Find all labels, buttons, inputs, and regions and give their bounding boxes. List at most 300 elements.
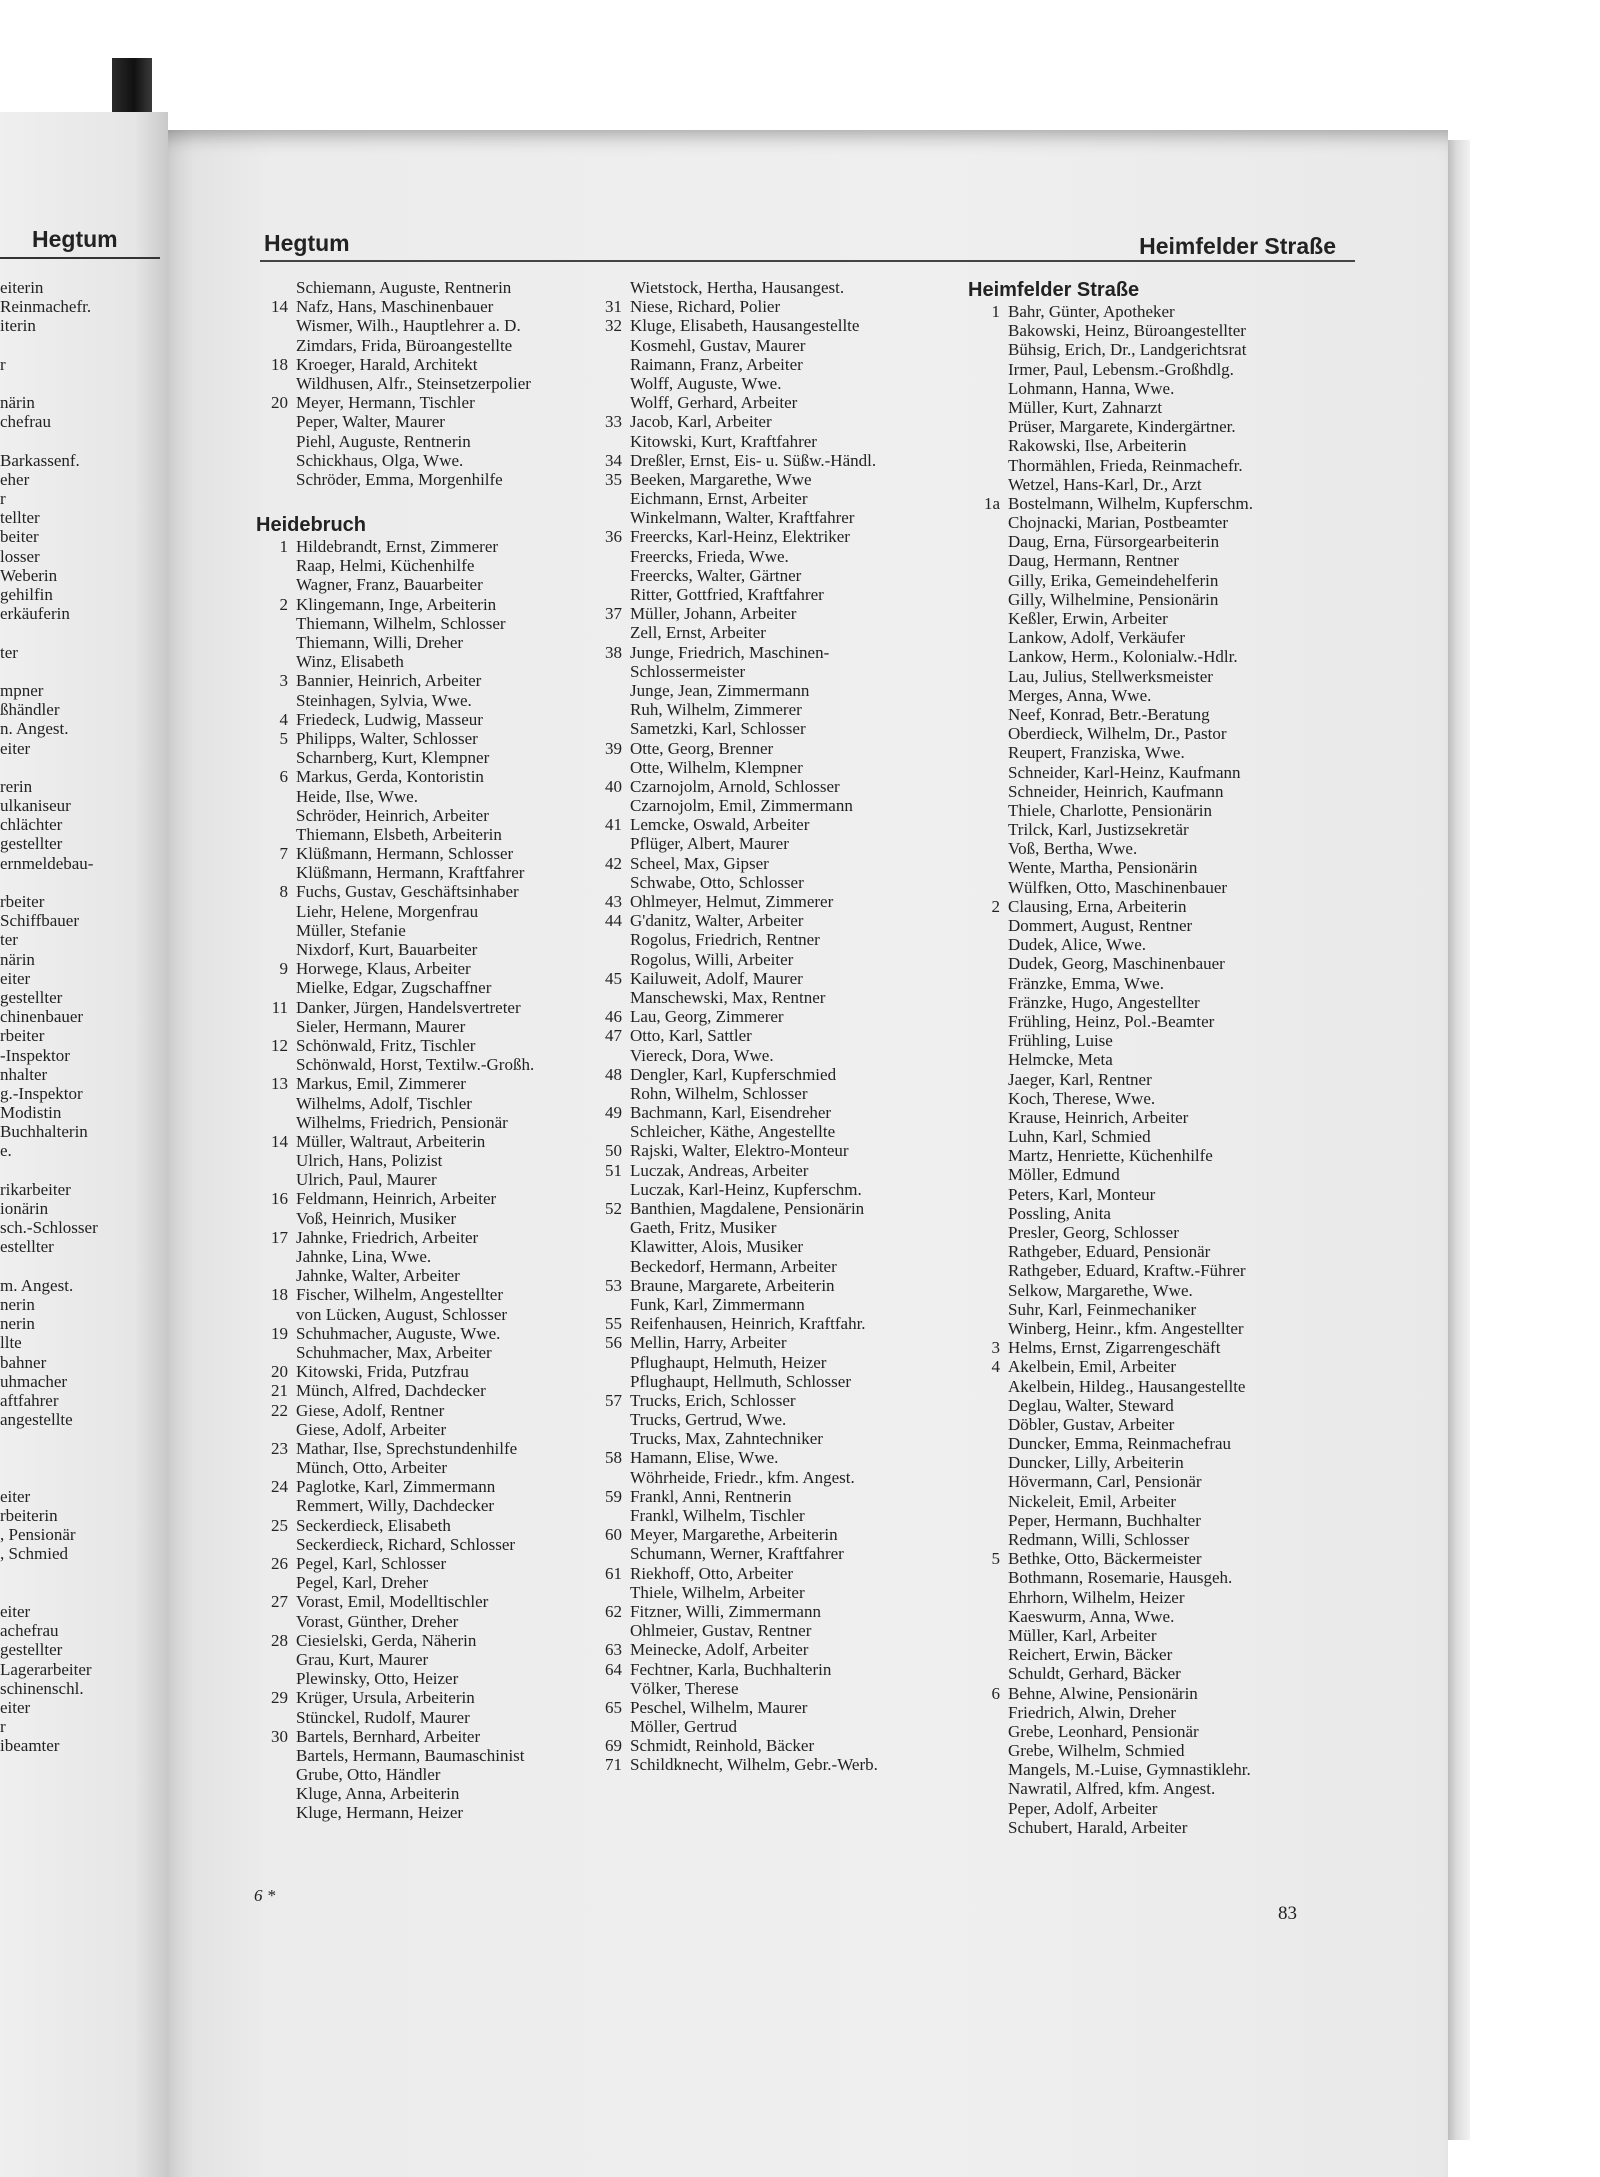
directory-entry bbox=[256, 556, 596, 575]
directory-entry bbox=[968, 1818, 1333, 1837]
house-number bbox=[256, 652, 296, 671]
resident-entry: Schiemann, Auguste, Rentnerin bbox=[296, 278, 512, 297]
directory-entry bbox=[968, 724, 1333, 743]
resident-entry: Möller, Edmund bbox=[1008, 1165, 1120, 1185]
directory-entry bbox=[968, 494, 1333, 513]
directory-entry bbox=[256, 1803, 596, 1822]
house-number bbox=[590, 796, 630, 815]
left-page-line: Buchhalterin bbox=[0, 1122, 88, 1142]
resident-entry: Ehrhorn, Wilhelm, Heizer bbox=[1008, 1587, 1185, 1607]
house-number: 4 bbox=[279, 709, 288, 729]
house-number bbox=[968, 916, 1008, 935]
resident-entry: Junge, Jean, Zimmermann bbox=[630, 680, 810, 700]
left-page bbox=[0, 112, 168, 2177]
resident-entry: Wilhelms, Friedrich, Pensionär bbox=[296, 1112, 508, 1132]
resident-entry: Bahr, Günter, Apotheker bbox=[1008, 302, 1175, 321]
house-number: 56 bbox=[605, 1333, 622, 1353]
directory-entry bbox=[590, 1640, 940, 1659]
house-number bbox=[590, 1468, 630, 1487]
house-number bbox=[968, 456, 1008, 475]
house-number bbox=[968, 1300, 1008, 1319]
house-number bbox=[256, 940, 296, 959]
directory-entry bbox=[968, 1108, 1333, 1127]
directory-entry bbox=[968, 954, 1333, 973]
directory-entry bbox=[590, 1755, 940, 1774]
directory-entry bbox=[590, 1237, 940, 1256]
house-number bbox=[590, 1295, 630, 1314]
house-number: 1 bbox=[279, 537, 288, 557]
resident-entry: Schuhmacher, Max, Arbeiter bbox=[296, 1342, 492, 1362]
directory-entry bbox=[968, 1779, 1333, 1798]
directory-entry bbox=[590, 1564, 940, 1583]
resident-entry: Ruh, Wilhelm, Zimmerer bbox=[630, 700, 802, 720]
house-number: 28 bbox=[271, 1630, 288, 1650]
house-number bbox=[968, 1741, 1008, 1760]
resident-entry: Piehl, Auguste, Rentnerin bbox=[296, 431, 471, 451]
house-number bbox=[968, 532, 1008, 551]
directory-entry bbox=[968, 379, 1333, 398]
directory-entry bbox=[590, 1007, 940, 1026]
directory-entry bbox=[968, 1396, 1333, 1415]
resident-entry: Hamann, Elise, Wwe. bbox=[630, 1448, 779, 1468]
house-number bbox=[590, 585, 630, 604]
house-number bbox=[968, 1146, 1008, 1165]
directory-entry bbox=[256, 1170, 596, 1189]
house-number: 47 bbox=[605, 1026, 622, 1046]
resident-entry: Wagner, Franz, Bauarbeiter bbox=[296, 575, 483, 595]
left-page-line: eiter bbox=[0, 1697, 31, 1717]
left-page-line: rbeiterin bbox=[0, 1506, 58, 1525]
house-number bbox=[968, 1588, 1008, 1607]
directory-entry bbox=[256, 374, 596, 393]
house-number: 1 bbox=[991, 302, 1000, 321]
directory-entry bbox=[968, 1588, 1333, 1607]
left-page-line: r bbox=[0, 1717, 6, 1737]
house-number: 59 bbox=[605, 1486, 622, 1506]
resident-entry: Riekhoff, Otto, Arbeiter bbox=[630, 1563, 794, 1583]
directory-entry bbox=[256, 1573, 596, 1592]
house-number bbox=[590, 1218, 630, 1237]
resident-entry: Daug, Hermann, Rentner bbox=[1008, 551, 1179, 571]
left-page-line: llte bbox=[0, 1333, 22, 1353]
resident-entry: Kosmehl, Gustav, Maurer bbox=[630, 335, 806, 355]
directory-entry bbox=[968, 1012, 1333, 1031]
resident-entry: Keßler, Erwin, Arbeiter bbox=[1008, 609, 1168, 628]
resident-entry: Friedrich, Alwin, Dreher bbox=[1008, 1702, 1177, 1722]
resident-entry: Rohn, Wilhelm, Schlosser bbox=[630, 1083, 808, 1103]
house-number: 19 bbox=[271, 1323, 288, 1343]
resident-entry: von Lücken, August, Schlosser bbox=[296, 1304, 508, 1324]
directory-entry bbox=[256, 595, 596, 614]
resident-entry: Trucks, Gertrud, Wwe. bbox=[630, 1410, 787, 1430]
directory-entry bbox=[968, 858, 1333, 877]
directory-entry bbox=[256, 1784, 596, 1803]
house-number bbox=[968, 1799, 1008, 1818]
resident-entry: Stünckel, Rudolf, Maurer bbox=[296, 1707, 470, 1727]
directory-entry bbox=[590, 1468, 940, 1487]
house-number bbox=[256, 316, 296, 335]
house-number bbox=[590, 489, 630, 508]
directory-entry bbox=[256, 336, 596, 355]
house-number: 33 bbox=[605, 412, 622, 432]
resident-entry: Krüger, Ursula, Arbeiterin bbox=[296, 1688, 475, 1708]
directory-entry bbox=[590, 1141, 940, 1160]
directory-entry bbox=[256, 316, 596, 335]
resident-entry: Bethke, Otto, Bäckermeister bbox=[1008, 1549, 1202, 1569]
directory-entry bbox=[968, 1568, 1333, 1587]
resident-entry: Mangels, M.-Luise, Gymnastiklehr. bbox=[1008, 1760, 1251, 1780]
house-number bbox=[256, 614, 296, 633]
house-number bbox=[256, 1612, 296, 1631]
resident-entry: Schröder, Heinrich, Arbeiter bbox=[296, 805, 489, 825]
left-page-line: mpner bbox=[0, 680, 44, 700]
directory-entry bbox=[590, 470, 940, 489]
directory-entry bbox=[590, 815, 940, 834]
resident-entry: Fuchs, Gustav, Geschäftsinhaber bbox=[296, 882, 519, 902]
resident-entry: Schuhmacher, Auguste, Wwe. bbox=[296, 1323, 501, 1343]
left-page-line: eher bbox=[0, 469, 30, 489]
directory-entry bbox=[968, 1453, 1333, 1472]
resident-entry: Bothmann, Rosemarie, Hausgeh. bbox=[1008, 1568, 1233, 1588]
house-number: 12 bbox=[271, 1035, 288, 1055]
resident-entry: Lemcke, Oswald, Arbeiter bbox=[630, 815, 810, 835]
house-number bbox=[590, 508, 630, 527]
directory-entry bbox=[590, 1218, 940, 1237]
left-page-line: Barkassenf. bbox=[0, 450, 80, 470]
house-number bbox=[968, 1453, 1008, 1472]
directory-entry bbox=[590, 1333, 940, 1352]
page-header-right: Heimfelder Straße bbox=[1139, 233, 1336, 259]
directory-entry bbox=[590, 508, 940, 527]
resident-entry: Kroeger, Harald, Architekt bbox=[296, 354, 478, 374]
house-number bbox=[968, 379, 1008, 398]
resident-entry: Fränzke, Hugo, Angestellter bbox=[1008, 992, 1200, 1012]
left-page-line: -Inspektor bbox=[0, 1045, 70, 1065]
directory-entry bbox=[590, 719, 940, 738]
house-number: 14 bbox=[271, 297, 288, 317]
house-number bbox=[968, 1760, 1008, 1779]
house-number: 45 bbox=[605, 968, 622, 988]
directory-entry bbox=[256, 1688, 596, 1707]
house-number bbox=[968, 1377, 1008, 1396]
directory-entry bbox=[590, 374, 940, 393]
house-number bbox=[256, 1650, 296, 1669]
resident-entry: Rogolus, Willi, Arbeiter bbox=[630, 949, 794, 969]
house-number bbox=[590, 1583, 630, 1602]
left-page-line: Reinmachefr. bbox=[0, 297, 92, 317]
resident-entry: Plewinsky, Otto, Heizer bbox=[296, 1669, 459, 1689]
directory-entry bbox=[590, 892, 940, 911]
house-number bbox=[968, 1434, 1008, 1453]
left-page-line: estellter bbox=[0, 1237, 54, 1257]
house-number: 3 bbox=[991, 1338, 1000, 1358]
resident-entry: Bannier, Heinrich, Arbeiter bbox=[296, 671, 482, 691]
house-number bbox=[256, 1151, 296, 1170]
left-page-line: aftfahrer bbox=[0, 1390, 59, 1410]
resident-entry: Mielke, Edgar, Zugschaffner bbox=[296, 978, 492, 998]
left-page-line: eiter bbox=[0, 1486, 31, 1506]
resident-entry: Schmidt, Reinhold, Bäcker bbox=[630, 1736, 815, 1756]
directory-entry bbox=[590, 1583, 940, 1602]
directory-entry bbox=[590, 796, 940, 815]
left-page-line: angestellte bbox=[0, 1410, 73, 1430]
house-number bbox=[968, 1779, 1008, 1798]
resident-entry: Pflughaupt, Helmuth, Heizer bbox=[630, 1352, 827, 1372]
left-page-line: eiter bbox=[0, 1601, 31, 1621]
resident-entry: Lohmann, Hanna, Wwe. bbox=[1008, 378, 1175, 398]
house-number bbox=[590, 1372, 630, 1391]
directory-entry bbox=[256, 1496, 596, 1515]
resident-entry: Pegel, Karl, Dreher bbox=[296, 1573, 429, 1593]
left-page-line bbox=[0, 1448, 165, 1467]
house-number: 60 bbox=[605, 1525, 622, 1545]
directory-entry bbox=[968, 1684, 1333, 1703]
house-number bbox=[968, 1722, 1008, 1741]
resident-entry: Döbler, Gustav, Arbeiter bbox=[1008, 1414, 1175, 1434]
resident-entry: Gaeth, Fritz, Musiker bbox=[630, 1218, 777, 1238]
directory-entry bbox=[968, 398, 1333, 417]
house-number bbox=[256, 1094, 296, 1113]
resident-entry: Luhn, Karl, Schmied bbox=[1008, 1127, 1151, 1147]
resident-entry: Wolff, Gerhard, Arbeiter bbox=[630, 393, 798, 413]
house-number bbox=[590, 700, 630, 719]
house-number: 40 bbox=[605, 776, 622, 796]
directory-entry bbox=[968, 1089, 1333, 1108]
resident-entry: Viereck, Dora, Wwe. bbox=[630, 1045, 774, 1065]
left-page-line: rbeiter bbox=[0, 1026, 45, 1046]
directory-entry bbox=[590, 355, 940, 374]
directory-entry bbox=[968, 647, 1333, 666]
page-number: 83 bbox=[1278, 1903, 1297, 1924]
directory-entry bbox=[590, 623, 940, 642]
resident-entry: G'danitz, Walter, Arbeiter bbox=[630, 911, 804, 931]
house-number bbox=[968, 935, 1008, 954]
resident-entry: Luczak, Andreas, Arbeiter bbox=[630, 1160, 809, 1180]
left-page-line: gestellter bbox=[0, 987, 63, 1007]
resident-entry: Nawratil, Alfred, kfm. Angest. bbox=[1008, 1779, 1216, 1799]
house-number bbox=[968, 609, 1008, 628]
house-number bbox=[968, 475, 1008, 494]
resident-entry: Krause, Heinrich, Arbeiter bbox=[1008, 1107, 1189, 1127]
directory-entry bbox=[968, 974, 1333, 993]
directory-entry bbox=[968, 532, 1333, 551]
directory-entry bbox=[968, 1434, 1333, 1453]
directory-entry bbox=[256, 412, 596, 431]
house-number bbox=[590, 988, 630, 1007]
directory-entry bbox=[256, 1247, 596, 1266]
directory-entry bbox=[968, 571, 1333, 590]
directory-entry bbox=[968, 1703, 1333, 1722]
house-number bbox=[590, 1621, 630, 1640]
directory-entry bbox=[256, 1228, 596, 1247]
directory-entry bbox=[590, 336, 940, 355]
directory-entry bbox=[256, 787, 596, 806]
left-page-line: tellter bbox=[0, 508, 40, 528]
street-heading: Heimfelder Straße bbox=[968, 279, 1140, 301]
directory-entry bbox=[590, 1544, 940, 1563]
house-number bbox=[968, 1242, 1008, 1261]
resident-entry: Thiele, Charlotte, Pensionärin bbox=[1008, 800, 1212, 820]
left-page-line: gehilfin bbox=[0, 585, 53, 604]
house-number: 58 bbox=[605, 1448, 622, 1468]
resident-entry: Reupert, Franziska, Wwe. bbox=[1008, 743, 1185, 763]
resident-entry: Müller, Karl, Arbeiter bbox=[1008, 1625, 1157, 1645]
directory-entry bbox=[590, 834, 940, 853]
house-number bbox=[590, 393, 630, 412]
house-number bbox=[256, 1765, 296, 1784]
house-number bbox=[256, 451, 296, 470]
directory-entry bbox=[968, 321, 1333, 340]
house-number bbox=[968, 839, 1008, 858]
resident-entry: Rakowski, Ilse, Arbeiterin bbox=[1008, 436, 1187, 456]
resident-entry: Scharnberg, Kurt, Klempner bbox=[296, 748, 490, 768]
directory-entry bbox=[590, 1660, 940, 1679]
house-number bbox=[968, 1165, 1008, 1184]
house-number bbox=[590, 1084, 630, 1103]
resident-entry: Rajski, Walter, Elektro-Monteur bbox=[630, 1141, 849, 1161]
resident-entry: Seckerdieck, Elisabeth bbox=[296, 1515, 451, 1535]
resident-entry: Akelbein, Emil, Arbeiter bbox=[1008, 1357, 1177, 1377]
directory-entry bbox=[590, 393, 940, 412]
house-number: 61 bbox=[605, 1563, 622, 1583]
house-number bbox=[590, 1180, 630, 1199]
resident-entry: Peper, Hermann, Buchhalter bbox=[1008, 1510, 1201, 1530]
directory-entry bbox=[256, 1516, 596, 1535]
house-number bbox=[968, 705, 1008, 724]
resident-entry: Rathgeber, Eduard, Pensionär bbox=[1008, 1242, 1211, 1262]
resident-entry: Manschewski, Max, Rentner bbox=[630, 987, 826, 1007]
house-number bbox=[968, 321, 1008, 340]
left-page-line: bahner bbox=[0, 1352, 47, 1372]
resident-entry: Rogolus, Friedrich, Rentner bbox=[630, 930, 820, 950]
resident-entry: Lankow, Adolf, Verkäufer bbox=[1008, 628, 1186, 648]
left-page-line: rbeiter bbox=[0, 892, 45, 911]
resident-entry: Czarnojolm, Emil, Zimmermann bbox=[630, 796, 853, 816]
resident-entry: Hövermann, Carl, Pensionär bbox=[1008, 1472, 1202, 1492]
resident-entry: Jaeger, Karl, Rentner bbox=[1008, 1069, 1152, 1089]
resident-entry: Ulrich, Paul, Maurer bbox=[296, 1170, 437, 1190]
house-number bbox=[256, 1746, 296, 1765]
resident-entry: Feldmann, Heinrich, Arbeiter bbox=[296, 1189, 497, 1209]
house-number bbox=[968, 1645, 1008, 1664]
left-page-line: schinenschl. bbox=[0, 1678, 84, 1698]
house-number: 27 bbox=[271, 1592, 288, 1612]
left-page-line: nerin bbox=[0, 1294, 35, 1314]
house-number bbox=[256, 787, 296, 806]
directory-entry bbox=[590, 1199, 940, 1218]
directory-entry bbox=[256, 1285, 596, 1304]
resident-entry: Schumann, Werner, Kraftfahrer bbox=[630, 1544, 844, 1564]
directory-entry bbox=[590, 1314, 940, 1333]
directory-entry bbox=[256, 1727, 596, 1746]
left-page-line: nerin bbox=[0, 1314, 35, 1334]
resident-entry: Horwege, Klaus, Arbeiter bbox=[296, 959, 471, 979]
directory-entry bbox=[968, 1281, 1333, 1300]
resident-entry: Behne, Alwine, Pensionärin bbox=[1008, 1683, 1198, 1703]
house-number bbox=[968, 801, 1008, 820]
resident-entry: Frühling, Heinz, Pol.-Beamter bbox=[1008, 1011, 1215, 1031]
directory-column-3 bbox=[968, 278, 1333, 1837]
left-page-line: losser bbox=[0, 546, 40, 566]
house-number bbox=[256, 1803, 296, 1822]
resident-entry: Redmann, Willi, Schlosser bbox=[1008, 1530, 1190, 1549]
directory-entry bbox=[256, 1439, 596, 1458]
house-number: 31 bbox=[605, 297, 622, 317]
directory-entry bbox=[968, 705, 1333, 724]
resident-entry: Gilly, Wilhelmine, Pensionärin bbox=[1008, 589, 1219, 609]
house-number bbox=[968, 724, 1008, 743]
left-page-line: ßhändler bbox=[0, 700, 60, 720]
directory-entry bbox=[256, 537, 596, 556]
house-number bbox=[590, 930, 630, 949]
directory-entry bbox=[968, 1492, 1333, 1511]
directory-entry bbox=[590, 1026, 940, 1045]
left-page-line: eiter bbox=[0, 968, 31, 988]
directory-entry bbox=[968, 340, 1333, 359]
directory-entry bbox=[590, 412, 940, 431]
directory-entry bbox=[256, 671, 596, 690]
house-number bbox=[590, 355, 630, 374]
directory-entry bbox=[968, 878, 1333, 897]
directory-entry bbox=[590, 1161, 940, 1180]
directory-entry bbox=[256, 1113, 596, 1132]
house-number bbox=[256, 1458, 296, 1477]
left-page-line: beiter bbox=[0, 527, 39, 547]
house-number bbox=[256, 978, 296, 997]
directory-entry bbox=[590, 854, 940, 873]
house-number bbox=[590, 1717, 630, 1736]
resident-entry: Sieler, Hermann, Maurer bbox=[296, 1016, 466, 1036]
house-number bbox=[590, 1046, 630, 1065]
resident-entry: Winberg, Heinr., kfm. Angestellter bbox=[1008, 1318, 1244, 1338]
house-number bbox=[968, 1223, 1008, 1242]
house-number bbox=[968, 1472, 1008, 1491]
directory-entry bbox=[256, 1381, 596, 1400]
left-page-line: rerin bbox=[0, 776, 33, 796]
house-number: 38 bbox=[605, 642, 622, 662]
resident-entry: Irmer, Paul, Lebensm.-Großhdlg. bbox=[1008, 359, 1234, 379]
resident-entry: Helmcke, Meta bbox=[1008, 1050, 1113, 1070]
directory-entry bbox=[590, 566, 940, 585]
house-number bbox=[968, 974, 1008, 993]
resident-entry: Neef, Konrad, Betr.-Beratung bbox=[1008, 704, 1210, 724]
resident-entry: Selkow, Margarethe, Wwe. bbox=[1008, 1280, 1193, 1300]
house-number bbox=[968, 1530, 1008, 1549]
resident-entry: Dreßler, Ernst, Eis- u. Süßw.-Händl. bbox=[630, 450, 877, 470]
resident-entry: Gilly, Erika, Gemeindehelferin bbox=[1008, 570, 1219, 590]
directory-entry bbox=[256, 978, 596, 997]
house-number bbox=[590, 662, 630, 681]
left-page-line: Lagerarbeiter bbox=[0, 1659, 92, 1679]
resident-entry: Wöhrheide, Friedr., kfm. Angest. bbox=[630, 1467, 855, 1487]
resident-entry: Helms, Ernst, Zigarrengeschäft bbox=[1008, 1338, 1221, 1358]
resident-entry: Frankl, Wilhelm, Tischler bbox=[630, 1506, 805, 1525]
directory-entry bbox=[968, 820, 1333, 839]
directory-entry bbox=[968, 1722, 1333, 1741]
directory-entry bbox=[256, 825, 596, 844]
directory-entry bbox=[590, 1353, 940, 1372]
resident-entry: Jacob, Karl, Arbeiter bbox=[630, 412, 772, 432]
resident-entry: Zimdars, Frida, Büroangestellte bbox=[296, 335, 513, 355]
resident-entry: Schildknecht, Wilhelm, Gebr.-Werb. bbox=[630, 1755, 878, 1775]
directory-entry bbox=[256, 432, 596, 451]
directory-entry bbox=[968, 1472, 1333, 1491]
left-page-line: Weberin bbox=[0, 565, 58, 585]
directory-entry bbox=[968, 763, 1333, 782]
house-number bbox=[968, 398, 1008, 417]
resident-entry: Bartels, Hermann, Baumaschinist bbox=[296, 1745, 525, 1765]
house-number bbox=[590, 1353, 630, 1372]
